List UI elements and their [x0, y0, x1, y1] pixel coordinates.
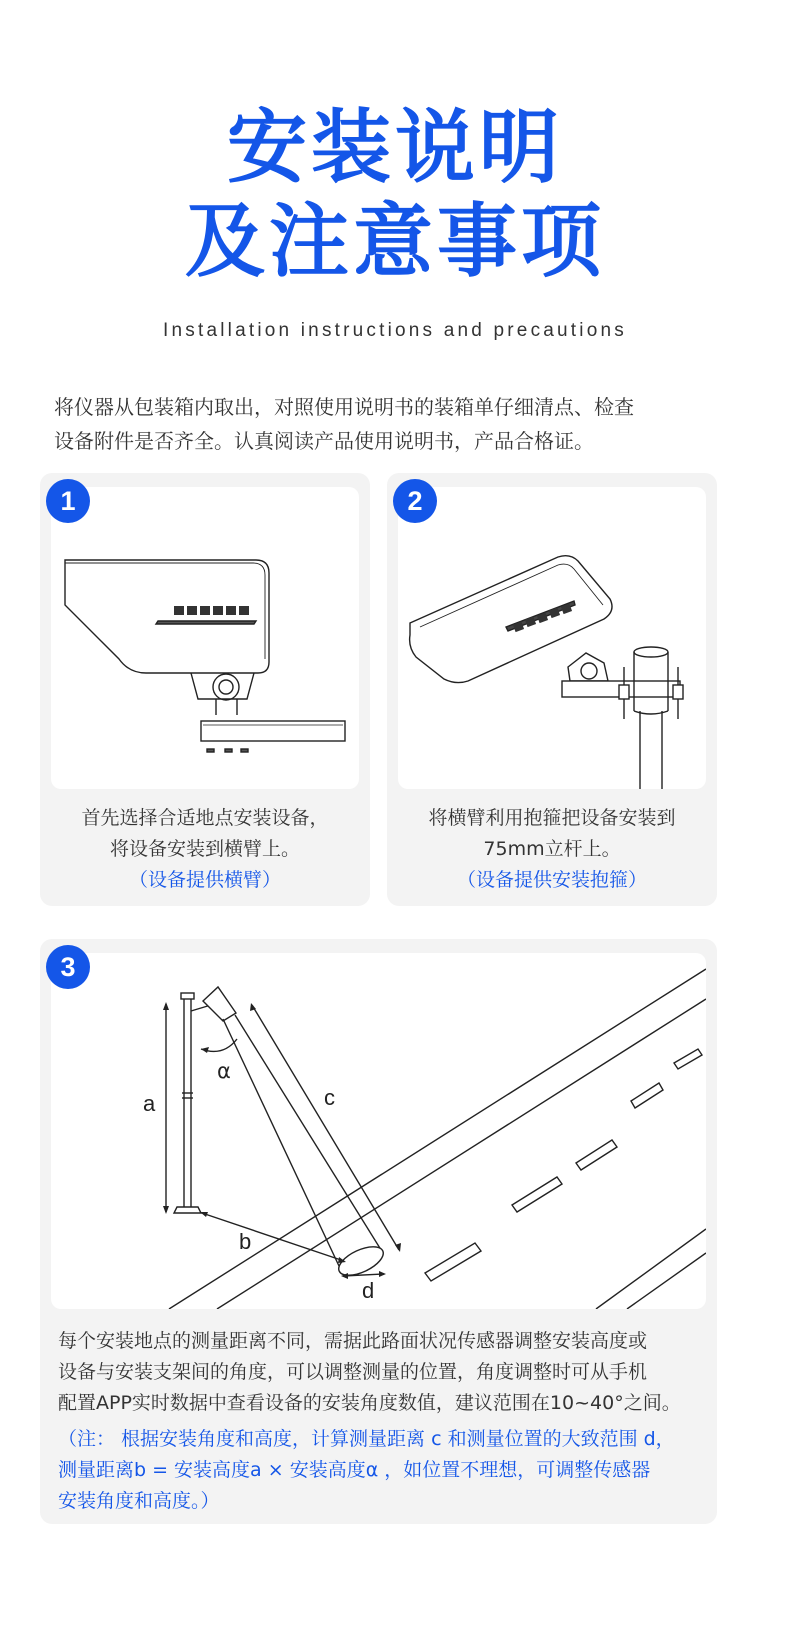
step2-number-badge: 2	[393, 479, 437, 523]
intro-text	[54, 390, 744, 458]
page-title-line2: 及注意事项	[185, 195, 605, 288]
step3-desc-line3: 配置APP实时数据中查看设备的安装角度数值，建议范围在10~40°之间。	[58, 1392, 681, 1414]
step1-line2: 将设备安装到横臂上。	[109, 838, 300, 860]
step3-desc-line2: 设备与安装支架间的角度，可以调整测量的位置，角度调整时可从手机	[58, 1361, 648, 1383]
page-subtitle: Installation instructions and precautions	[163, 320, 627, 341]
step3-description	[58, 1326, 758, 1419]
step3-illustration	[51, 953, 706, 1309]
step1-number-badge: 1	[46, 479, 90, 523]
step2-card	[387, 473, 717, 906]
step3-note-line1: （注： 根据安装角度和高度，计算测量距离 c 和测量位置的大致范围 d，	[58, 1428, 675, 1450]
label-d: d	[362, 1278, 375, 1303]
step3-number-badge: 3	[46, 945, 90, 989]
step2-illustration	[398, 487, 706, 789]
intro-line2: 设备附件是否齐全。认真阅读产品使用说明书，产品合格证。	[54, 429, 594, 453]
step1-note: （设备提供横臂）	[128, 869, 281, 891]
step3-note-line2: 测量距离b = 安装高度a × 安装高度α ，如位置不理想，可调整传感器	[58, 1459, 651, 1481]
step3-note-line3: 安装角度和高度。）	[58, 1490, 220, 1512]
step1-illustration	[51, 487, 359, 789]
sensor-pole-clamp-illustration	[398, 487, 706, 789]
step1-caption	[40, 803, 370, 896]
label-alpha: α	[217, 1059, 231, 1083]
step2-note: （设备提供安装抱箍）	[456, 869, 647, 891]
step2-caption	[387, 803, 717, 896]
step1-card	[40, 473, 370, 906]
installation-geometry-diagram	[51, 953, 706, 1309]
sensor-crossarm-illustration	[51, 487, 359, 789]
intro-line1: 将仪器从包装箱内取出，对照使用说明书的装箱单仔细清点、检查	[54, 395, 634, 419]
label-b: b	[239, 1229, 252, 1254]
step3-note	[58, 1424, 758, 1517]
label-c: c	[324, 1085, 335, 1110]
page-title-line1: 安装说明	[227, 101, 563, 194]
step2-line2: 75mm立杆上。	[483, 838, 621, 860]
step1-line1: 首先选择合适地点安装设备，	[81, 807, 329, 829]
step3-desc-line1: 每个安装地点的测量距离不同，需据此路面状况传感器调整安装高度或	[58, 1330, 648, 1352]
label-a: a	[143, 1091, 156, 1116]
step2-line1: 将横臂利用抱箍把设备安装到	[428, 807, 676, 829]
